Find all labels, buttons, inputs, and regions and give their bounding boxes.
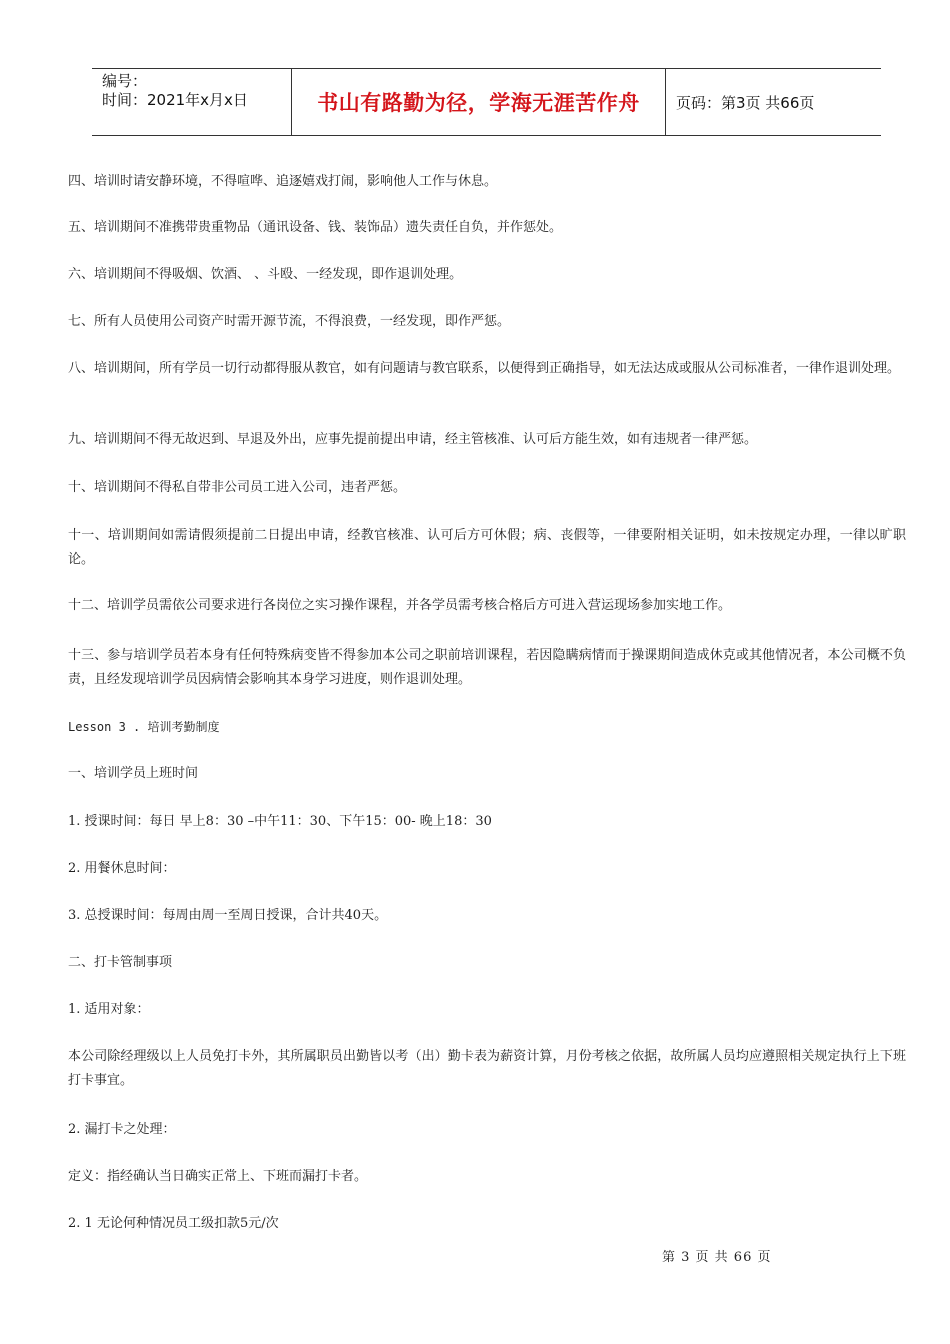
paragraph-rule-11: 十一、培训期间如需请假须提前二日提出申请，经教官核准、认可后方可休假；病、丧假等，一律要附相关证明，如未按规定办理，一律以旷职论。 — [68, 528, 906, 567]
paragraph-rule-5: 五、培训期间不准携带贵重物品（通讯设备、钱、装饰品）遗失责任自负，并作惩处。 — [68, 220, 563, 235]
item-class-time: 1. 授课时间：每日 早上8：30 –中午11：30、下午15：00- 晚上18：30 — [68, 814, 492, 829]
paragraph-rule-8: 八、培训期间，所有学员一切行动都得服从教官，如有问题请与教官联系，以便得到正确指导，如无法达成或服从公司标准者，一律作退训处理。 — [68, 361, 901, 376]
header-motto: 书山有路勤为径，学海无涯苦作舟 — [292, 69, 666, 135]
time-label: 时间：2021年x月x日 — [102, 91, 248, 109]
item-meal-break: 2. 用餐休息时间： — [68, 861, 176, 876]
lesson-heading: Lesson 3 . 培训考勤制度 — [68, 720, 220, 734]
paragraph-applicable-detail: 本公司除经理级以上人员免打卡外，其所属职员出勤皆以考（出）勤卡表为薪资计算，月份考核之依据，故所属人员均应遵照相关规定执行上下班打卡事宜。 — [68, 1049, 906, 1088]
paragraph-rule-9: 九、培训期间不得无故迟到、早退及外出，应事先提前提出申请，经主管核准、认可后方能生效，如有违规者一律严惩。 — [68, 432, 758, 447]
header-meta — [92, 69, 292, 135]
paragraph-rule-4: 四、培训时请安静环境，不得喧哗、追逐嬉戏打闹，影响他人工作与休息。 — [68, 174, 498, 189]
page-footer: 第 3 页 共 66 页 — [662, 1250, 772, 1265]
paragraph-rule-12: 十二、培训学员需依公司要求进行各岗位之实习操作课程，并各学员需考核合格后方可进入营运现场参加实地工作。 — [68, 598, 732, 613]
section-heading-2: 二、打卡管制事项 — [68, 955, 173, 970]
number-label: 编号： — [102, 72, 148, 90]
item-total-time: 3. 总授课时间：每周由周一至周日授课，合计共40天。 — [68, 908, 388, 923]
page-header — [92, 68, 881, 136]
item-deduction: 2. 1 无论何种情况员工级扣款5元/次 — [68, 1216, 279, 1231]
item-missed-punch: 2. 漏打卡之处理： — [68, 1122, 176, 1137]
paragraph-rule-13: 十三、参与培训学员若本身有任何特殊病变皆不得参加本公司之职前培训课程，若因隐瞒病情而于操课期间造成休克或其他情况者，本公司概不负责，且经发现培训学员因病情会影响其本身学习进度，则作退训处理。 — [68, 648, 906, 687]
paragraph-rule-7: 七、所有人员使用公司资产时需开源节流，不得浪费，一经发现，即作严惩。 — [68, 314, 511, 329]
item-applicable: 1. 适用对象： — [68, 1002, 150, 1017]
paragraph-rule-6: 六、培训期间不得吸烟、饮酒、 、斗殴、一经发现，即作退训处理。 — [68, 267, 463, 282]
header-page-info: 页码：第3页 共66页 — [676, 93, 815, 112]
section-heading-1: 一、培训学员上班时间 — [68, 766, 199, 781]
paragraph-definition: 定义：指经确认当日确实正常上、下班而漏打卡者。 — [68, 1169, 368, 1184]
paragraph-rule-10: 十、培训期间不得私自带非公司员工进入公司，违者严惩。 — [68, 480, 407, 495]
